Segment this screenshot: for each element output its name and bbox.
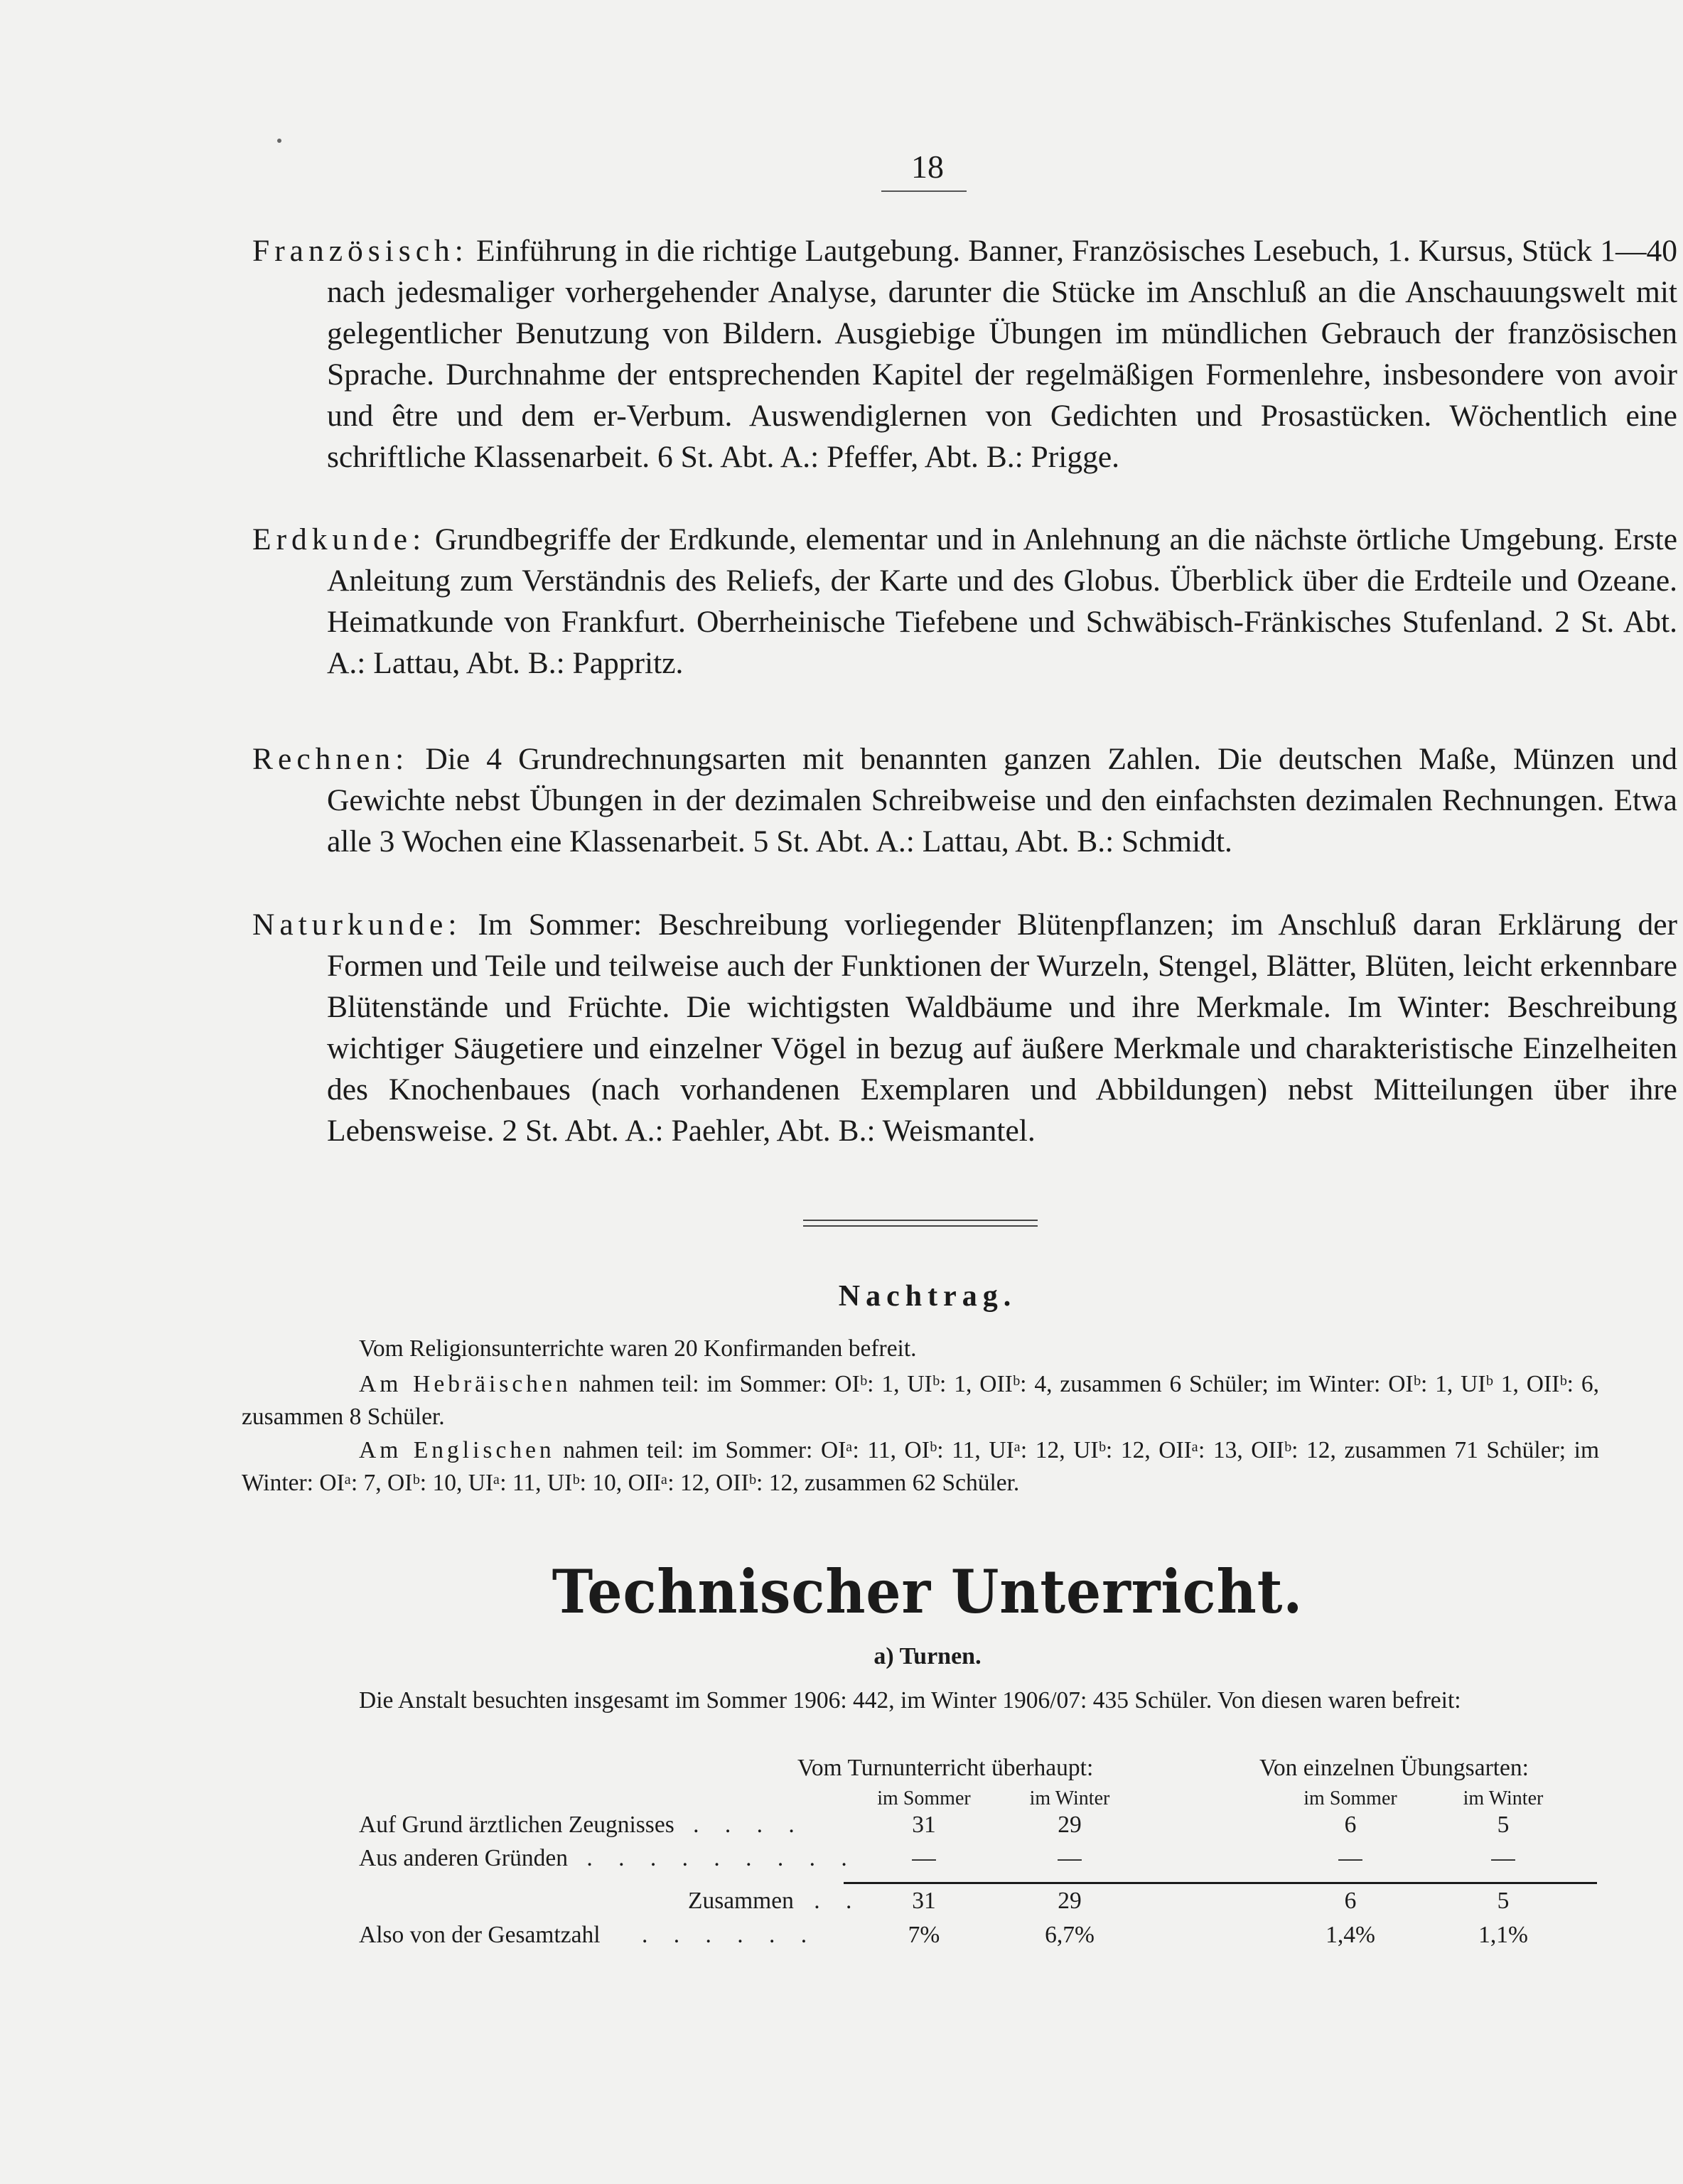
table-cell: 1,4%: [1326, 1922, 1375, 1948]
technischer-title: Technischer Unterricht.: [552, 1556, 1303, 1627]
subject-text: Einführung in die richtige Lautgebung. Banner, Französisches Lesebuch, 1. Kursus, Stück 1—40 nach jedesmaliger vorhergehender Analyse, darunter die Stücke im Anschluß an die Anschauungswelt mit gelegentlicher Benutzung von Bildern. Ausgiebige Übungen im mündlichen Gebrauch der französischen Sprache. Durchnahme der entsprechenden Kapitel der regelmäßigen Formenlehre, insbesondere von avoir und être und dem er-Verbum. Auswendiglernen von Gedichten und Prosastücken. Wöchentlich eine schriftliche Klassenarbeit. 6 St. Abt. A.: Pfeffer, Abt. B.: Prigge.: [327, 234, 1678, 474]
table-cell: 31: [912, 1812, 936, 1838]
row-label: Aus anderen Gründen: [359, 1845, 568, 1871]
table-cell: 6: [1344, 1888, 1357, 1914]
row-label: Auf Grund ärztlichen Zeugnisses: [359, 1812, 674, 1838]
subject-text: Im Sommer: Beschreibung vorliegender Blütenpflanzen; im Anschluß daran Erklärung der Formen und Teile und teilweise auch der Funktionen der Wurzeln, Stengel, Blätter, Blüten, leicht erkennbare Blütenstände und Früchte. Die wichtigsten Waldbäume und ihre Merkmale. Im Winter: Beschreibung wichtiger Säugetiere und einzelner Vögel in bezug auf äußere Merkmale und charakteristische Einzelheiten des Knochenbaues (nach vorhandenen Exemplaren und Abbildungen) nebst Mitteilungen über ihre Lebensweise. 2 St. Abt. A.: Paehler, Abt. B.: Weismantel.: [327, 908, 1678, 1148]
nachtrag-label: Am Englischen: [359, 1437, 555, 1463]
nachtrag-englisch: [242, 1434, 1599, 1500]
table-cell: 6,7%: [1045, 1922, 1095, 1948]
table-cell: —: [1058, 1845, 1082, 1871]
row-dots: . .: [814, 1888, 862, 1914]
page-number: 18: [911, 149, 944, 185]
row-dots: . . . . . . . . .: [586, 1845, 857, 1871]
table-row: [359, 1809, 805, 1841]
table-group-header-turnunterricht: Vom Turnunterricht überhaupt:: [797, 1755, 1094, 1781]
turnen-intro: Die Anstalt besuchten insgesamt im Sommer 1906: 442, im Winter 1906/07: 435 Schüler. Von diesen waren befreit:: [359, 1687, 1461, 1714]
page-number-rule: [881, 190, 967, 192]
table-cell: 5: [1497, 1888, 1510, 1914]
nachtrag-title: Nachtrag.: [838, 1280, 1017, 1313]
col-header-winter: im Winter: [1463, 1787, 1544, 1809]
paragraph-erdkunde: [252, 519, 1677, 684]
subject-label: Naturkunde:: [252, 908, 462, 942]
table-group-header-uebungsarten: Von einzelnen Übungsarten:: [1259, 1755, 1529, 1781]
table-cell: 31: [912, 1888, 936, 1914]
table-cell: 6: [1344, 1812, 1357, 1838]
table-cell: —: [1338, 1845, 1362, 1871]
table-cell: —: [912, 1845, 936, 1871]
table-cell: 1,1%: [1478, 1922, 1528, 1948]
row-dots: . . . .: [693, 1812, 805, 1838]
subject-label: Erdkunde:: [252, 522, 426, 556]
table-cell: 29: [1058, 1812, 1082, 1838]
col-header-sommer: im Sommer: [877, 1787, 971, 1809]
paragraph-franzoesisch: [252, 230, 1677, 478]
table-sum-rule: [844, 1882, 1597, 1884]
col-header-sommer: im Sommer: [1303, 1787, 1397, 1809]
subject-text: Die 4 Grundrechnungsarten mit benannten ganzen Zahlen. Die deutschen Maße, Münzen und Gewichte nebst Übungen in der dezimalen Schreibweise und den einfachsten dezimalen Rechnungen. Etwa alle 3 Wochen eine Klassenarbeit. 5 St. Abt. A.: Lattau, Abt. B.: Schmidt.: [327, 742, 1677, 859]
nachtrag-text: nahmen teil: im Sommer: OIᵃ: 11, OIᵇ: 11, UIᵃ: 12, UIᵇ: 12, OIIᵃ: 13, OIIᵇ: 12, zusammen 71 Schüler; im Winter: OIᵃ: 7, OIᵇ: 10, UIᵃ: 11, UIᵇ: 10, OIIᵃ: 12, OIIᵇ: 12, zusammen 62 Schüler.: [242, 1437, 1600, 1496]
nachtrag-text: nahmen teil: im Sommer: OIᵇ: 1, UIᵇ: 1, OIIᵇ: 4, zusammen 6 Schüler; im Winter: OIᵇ: 1, UIᵇ 1, OIIᵇ: 6, zusammen 8 Schüler.: [242, 1371, 1600, 1430]
table-cell: —: [1491, 1845, 1515, 1871]
separator-rule: [803, 1225, 1038, 1227]
nachtrag-label: Am Hebräischen: [359, 1371, 571, 1397]
subject-label: Rechnen:: [252, 742, 409, 776]
col-header-winter: im Winter: [1029, 1787, 1110, 1809]
subject-text: Grundbegriffe der Erdkunde, elementar und in Anlehnung an die nächste örtliche Umgebung. Erste Anleitung zum Verständnis des Reliefs, der Karte und des Globus. Überblick über die Erdteile und Ozeane. Heimatkunde von Frankfurt. Oberrheinische Tiefebene und Schwäbisch-Fränkisches Stufenland. 2 St. Abt. A.: Lattau, Abt. B.: Pappritz.: [327, 522, 1677, 680]
paragraph-rechnen: [252, 738, 1677, 862]
table-row: [359, 1842, 857, 1875]
ink-speck: [277, 139, 281, 143]
subject-label: Französisch:: [252, 234, 468, 268]
table-cell: 7%: [908, 1922, 940, 1948]
table-total-row: [688, 1885, 861, 1917]
nachtrag-religion: Vom Religionsunterrichte waren 20 Konfirmanden befreit.: [359, 1335, 917, 1362]
row-dots: . . . . . .: [641, 1922, 817, 1948]
nachtrag-hebraeisch: [242, 1368, 1599, 1433]
table-share-row: [359, 1919, 817, 1952]
separator-rule: [803, 1220, 1038, 1221]
table-cell: 5: [1497, 1812, 1510, 1838]
table-cell: 29: [1058, 1888, 1082, 1914]
paragraph-naturkunde: [252, 904, 1677, 1151]
row-label: Zusammen: [688, 1888, 794, 1914]
turnen-subtitle: a) Turnen.: [873, 1643, 982, 1669]
row-label: Also von der Gesamtzahl: [359, 1922, 601, 1948]
